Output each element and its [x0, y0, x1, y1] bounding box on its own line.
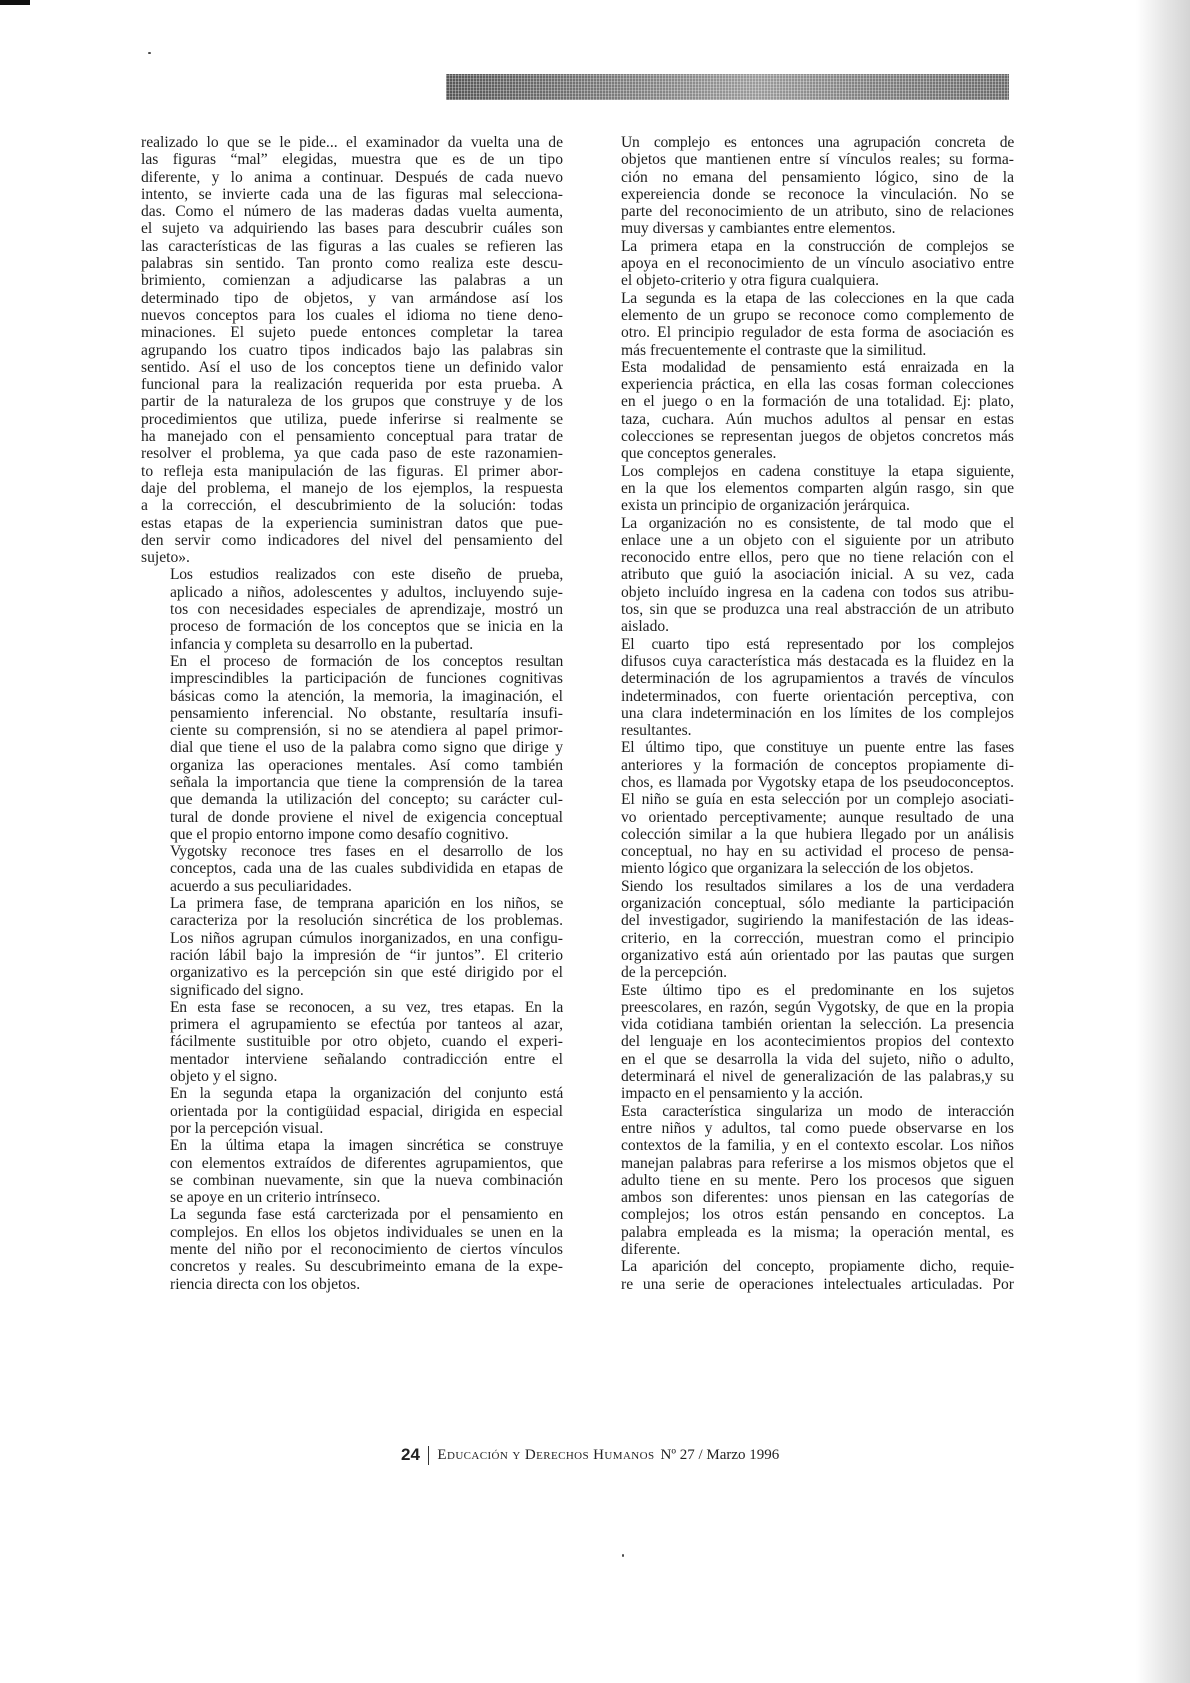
text-line: las características de las figuras a las cuales se refieren las: [141, 237, 563, 255]
scan-edge-mark: [0, 0, 30, 5]
footer-separator: [428, 1446, 430, 1465]
text-line: En la segunda etapa la organización del conjunto está: [170, 1085, 563, 1103]
text-line: preescolares, en razón, según Vygotsky, de que en la propia: [621, 998, 1014, 1016]
text-line: determinado tipo de objetos, y van armándose así los: [141, 289, 563, 307]
text-line: La primera fase, de temprana aparición en los niños, se: [170, 895, 563, 913]
text-line: una clara indeterminación en los límites de los complejos: [621, 704, 1014, 722]
text-line: organizativo está aún orientado por las pautas que surgen: [621, 946, 1014, 964]
text-line: taza, cuchara. Aún muchos adultos al pensar en estas: [621, 410, 1014, 428]
paragraph: [592, 636, 1014, 740]
text-line: das. Como el número de las maderas dadas vuelta aumenta,: [141, 203, 563, 221]
paragraph: [592, 1258, 1014, 1293]
text-line: se apoye en un criterio intrínseco.: [170, 1189, 381, 1207]
text-line: Esta característica singulariza un modo de interacción: [621, 1102, 1014, 1120]
text-line: determinación de los agrupamientos a través de vínculos: [621, 670, 1014, 688]
text-line: ción no emana del pensamiento lógico, sino de la: [621, 168, 1014, 186]
text-line: sentido. Así el uso de los conceptos tiene un definido valor: [141, 358, 563, 376]
paragraph: [592, 1103, 1014, 1259]
text-line: caracteriza por la resolución sincrética de los problemas.: [170, 912, 563, 930]
text-line: diferente.: [621, 1241, 681, 1258]
text-line: realizado lo que se le pide... el examinador da vuelta una de: [141, 134, 563, 151]
text-line: mente del niño por el reconocimiento de ciertos vínculos: [170, 1241, 563, 1258]
text-line: pensamiento inferencial. No obstante, resultaría insufi-: [170, 704, 563, 722]
paragraph: [141, 999, 563, 1085]
paragraph: [141, 895, 563, 999]
text-line: complejos; los otros están pensando en conceptos. La: [621, 1206, 1014, 1224]
text-line: aislado.: [621, 618, 670, 636]
text-line: concretos y reales. Su descubrimeinto emana de la expe-: [170, 1258, 563, 1276]
text-line: resultantes.: [621, 722, 692, 740]
text-line: partir de la naturaleza de los grupos que construye y de los: [141, 393, 563, 411]
text-line: vo orientado perceptivamente; aunque resultado de una: [621, 808, 1014, 826]
text-line: Siendo los resultados similares a los de una verdadera: [621, 877, 1014, 895]
text-line: expereiencia donde se reconoce la vinculación. No se: [621, 185, 1014, 203]
text-line: organiza las operaciones mentales. Así como también: [170, 756, 563, 774]
text-line: La organización no es consistente, de tal modo que el: [621, 514, 1014, 532]
text-line: ambos son diferentes: unos piensan en las categorías de: [621, 1189, 1014, 1207]
text-line: criterio, en la corrección, muestran como el principio: [621, 929, 1014, 947]
paragraph: [592, 982, 1014, 1103]
text-line: tos, sin que se produzca una real abstracción de un atributo: [621, 601, 1014, 619]
text-line: de la percepción.: [621, 964, 728, 982]
text-line: reconocido entre ellos, pero que no tiene relación con el: [621, 549, 1014, 567]
text-line: Los estudios realizados con este diseño de prueba,: [170, 566, 563, 584]
text-line: El niño se guía en esta selección por un complejo asociati-: [621, 791, 1014, 809]
text-line: anteriores y la formación de conceptos propiamente di-: [621, 756, 1014, 774]
text-line: intento, se invierte cada una de las figuras mal selecciona-: [141, 185, 563, 203]
paragraph: [141, 566, 563, 652]
text-line: que demanda la utilización del concepto; su carácter cul-: [170, 791, 563, 809]
text-line: ciente su comprensión, si no se atendiera al papel primor-: [170, 722, 563, 740]
text-line: indeterminados, con fuerte orientación perceptiva, con: [621, 687, 1014, 705]
text-line: señala la importancia que tiene la comprensión de la tarea: [170, 773, 563, 791]
text-line: conceptos, cada una de las cuales subdividida en etapas de: [170, 860, 563, 878]
text-line: exista un principio de organización jerárquica.: [621, 497, 910, 515]
paragraph: [141, 1085, 563, 1137]
text-line: infancia y completa su desarrollo en la pubertad.: [170, 635, 474, 653]
paragraph: [141, 1137, 563, 1206]
text-line: Un complejo es entonces una agrupación concreta de: [621, 134, 1014, 151]
text-line: adulto tiene en su mente. Pero los procesos que siguen: [621, 1171, 1014, 1189]
text-line: con elementos extraídos de diferentes agrupamientos, que: [170, 1154, 563, 1172]
text-line: Vygotsky reconoce tres fases en el desarrollo de los: [170, 843, 563, 861]
text-line: en el juego o en la formación de una totalidad. Ej: plato,: [621, 393, 1014, 411]
paragraph: [592, 515, 1014, 636]
text-line: ración lábil bajo la impresión de “ir juntos”. El criterio: [170, 946, 563, 964]
text-line: daje del problema, el manejo de los ejemplos, la respuesta: [141, 479, 563, 497]
paragraph: [592, 463, 1014, 515]
text-line: resolver el problema, ya que cada paso de este razonamien-: [141, 445, 563, 463]
text-line: manejan palabras para referirse a los mismos objetos que el: [621, 1154, 1014, 1172]
text-line: Los niños agrupan cúmulos inorganizados, en una configu-: [170, 929, 563, 947]
page-footer: [401, 1444, 779, 1466]
text-line: El cuarto tipo está representado por los complejos: [621, 635, 1014, 653]
text-line: se combinan nuevamente, sin que la nueva combinación: [170, 1171, 563, 1189]
text-line: en la que los elementos comparten algún rasgo, sin que: [621, 479, 1014, 497]
text-line: Este último tipo es el predominante en los sujetos: [621, 981, 1014, 999]
text-line: procedimientos que utiliza, puede inferirse si realmente se: [141, 410, 563, 428]
paragraph: [592, 134, 1014, 238]
text-line: chos, es llamada por Vygotsky etapa de los pseudoconceptos.: [621, 773, 1014, 791]
text-line: más frecuentemente el contraste que la similitud.: [621, 341, 927, 359]
issue-info: Nº 27 / Marzo 1996: [660, 1446, 780, 1463]
text-line: La segunda es la etapa de las colecciones en la que cada: [621, 289, 1014, 307]
publication-name: Educación y Derechos Humanos: [437, 1446, 655, 1463]
scan-speck: [148, 52, 151, 54]
text-line: ha manejado con el pensamiento conceptual para tratar de: [141, 428, 563, 446]
text-line: En la última etapa la imagen sincrética se construye: [170, 1137, 563, 1155]
text-line: muy diversas y cambiantes entre elementos.: [621, 220, 896, 238]
text-line: del lenguaje en los acontecimientos propios del contexto: [621, 1033, 1014, 1051]
scan-speck: [622, 1554, 624, 1557]
text-line: objeto y el signo.: [170, 1068, 278, 1086]
text-line: difusos cuya característica más destacada es la fluidez en la: [621, 652, 1014, 670]
text-line: las figuras “mal” elegidas, muestra que es de un tipo: [141, 151, 563, 169]
text-line: enlace une a un objeto con el siguiente por un atributo: [621, 531, 1014, 549]
text-line: del investigador, sugiriendo la manifestación de las ideas-: [621, 912, 1014, 930]
header-texture-bar: [446, 74, 1009, 100]
text-line: dial que tiene el uso de la palabra como signo que dirige y: [170, 739, 563, 757]
paragraph: [592, 878, 1014, 982]
text-line: colecciones se representan juegos de objetos concretos más: [621, 428, 1014, 446]
text-line: imprescindibles la participación de funciones cognitivas: [170, 670, 563, 688]
text-line: objetos que mantienen entre sí vínculos reales; su forma-: [621, 151, 1014, 169]
text-line: contextos de la familia, y en el contexto escolar. Los niños: [621, 1137, 1014, 1155]
text-line: agrupando los cuatro tipos indicados bajo las palabras sin: [141, 341, 563, 359]
text-line: atributo que guió la asociación inicial. A su vez, cada: [621, 566, 1014, 584]
text-line: den servir como indicadores del nivel del pensamiento del: [141, 531, 563, 549]
text-line: aplicado a niños, adolescentes y adultos, incluyendo suje-: [170, 583, 563, 601]
paragraph: [592, 290, 1014, 359]
text-line: otro. El principio regulador de esta forma de asociación es: [621, 324, 1014, 342]
text-line: acuerdo a sus peculiaridades.: [170, 877, 352, 895]
text-line: determinará el nivel de generalización de las palabras,y su: [621, 1068, 1014, 1086]
text-line: significado del signo.: [170, 981, 304, 999]
text-line: La segunda fase está carcterizada por el pensamiento en: [170, 1206, 563, 1224]
text-line: tural de donde proviene el nivel de exigencia conceptual: [170, 808, 563, 826]
text-line: complejos. En ellos los objetos individuales se unen en la: [170, 1223, 563, 1241]
text-line: riencia directa con los objetos.: [170, 1275, 361, 1293]
text-line: orientada por la contigüidad espacial, dirigida en especial: [170, 1102, 563, 1120]
text-line: minaciones. El sujeto puede entonces completar la tarea: [141, 324, 563, 342]
text-line: palabra empleada es la misma; la operación mental, es: [621, 1223, 1014, 1241]
text-line: estas etapas de la experiencia suministran datos que pue-: [141, 514, 563, 532]
text-line: que el propio entorno impone como desafío cognitivo.: [170, 825, 509, 843]
paragraph: [592, 238, 1014, 290]
text-line: diferente, y lo anima a continuar. Después de cada nuevo: [141, 168, 563, 186]
scan-edge-shadow: [1136, 0, 1190, 1683]
right-text-column: [592, 134, 1014, 1293]
text-line: el sujeto va adquiriendo las bases para descubrir cuáles son: [141, 220, 563, 238]
text-line: entre niños y adultos, tal como puede observarse en los: [621, 1119, 1014, 1137]
paragraph: [141, 843, 563, 895]
paragraph: [141, 134, 563, 566]
text-line: to refleja esta manipulación de las figuras. El primer abor-: [141, 462, 563, 480]
text-line: impacto en el pensamiento y la acción.: [621, 1085, 864, 1103]
text-line: proceso de formación de los conceptos que se inicia en la: [170, 618, 563, 636]
text-line: apoya en el reconocimiento de un vínculo asociativo entre: [621, 255, 1014, 273]
text-line: colección similar a la que hubiera llegado por un análisis: [621, 825, 1014, 843]
text-line: tos con necesidades especiales de aprendizaje, mostró un: [170, 601, 563, 619]
text-line: elemento de un grupo se reconoce como complemento de: [621, 306, 1014, 324]
text-line: primera el agrupamiento se efectúa por tanteos al azar,: [170, 1016, 563, 1034]
text-line: re una serie de operaciones intelectuales articuladas. Por: [621, 1275, 1014, 1293]
text-line: organización conceptual, sólo mediante la participación: [621, 895, 1014, 913]
text-line: experiencia práctica, en ella las cosas forman colecciones: [621, 376, 1014, 394]
text-line: En esta fase se reconocen, a su vez, tres etapas. En la: [170, 998, 563, 1016]
text-line: Los complejos en cadena constituye la etapa siguiente,: [621, 462, 1014, 480]
paragraph: [141, 1206, 563, 1292]
text-line: vida cotidiana también orientan la selección. La presencia: [621, 1016, 1014, 1034]
text-line: mentador interviene señalando contradicción entre el: [170, 1050, 563, 1068]
text-line: básicas como la atención, la memoria, la imaginación, el: [170, 687, 563, 705]
text-line: sujeto».: [141, 549, 190, 567]
text-line: El último tipo, que constituye un puente entre las fases: [621, 739, 1014, 757]
text-line: Esta modalidad de pensamiento está enraizada en la: [621, 358, 1014, 376]
paragraph: [592, 359, 1014, 463]
text-line: La primera etapa en la construcción de complejos se: [621, 237, 1014, 255]
text-line: nuevos conceptos para los cuales el idioma no tiene deno-: [141, 306, 563, 324]
text-line: conceptual, no hay en su actividad el proceso de pensa-: [621, 843, 1014, 861]
left-text-column: [141, 134, 563, 1293]
text-line: organizativo es la percepción sin que esté dirigido por el: [170, 964, 563, 982]
text-line: objeto incluído ingresa en la cadena con todos sus atribu-: [621, 583, 1014, 601]
text-line: La aparición del concepto, propiamente dicho, requie-: [621, 1258, 1014, 1276]
text-line: parte del reconocimiento de un atributo, sino de relaciones: [621, 203, 1014, 221]
text-line: En el proceso de formación de los conceptos resultan: [170, 652, 563, 670]
text-line: a la corrección, el descubrimiento de la solución: todas: [141, 497, 563, 515]
page-number: 24: [401, 1445, 420, 1464]
paragraph: [141, 653, 563, 843]
text-line: fácilmente sustituible por otro objeto, cuando el experi-: [170, 1033, 563, 1051]
text-line: funcional para la realización requerida por esta prueba. A: [141, 376, 563, 394]
text-line: por la percepción visual.: [170, 1119, 324, 1137]
text-line: que conceptos generales.: [621, 445, 777, 463]
text-line: brimiento, comienzan a adjudicarse las palabras a un: [141, 272, 563, 290]
text-line: en el que se desarrolla la vida del sujeto, niño o adulto,: [621, 1050, 1014, 1068]
text-line: miento lógico que organizara la selección de los objetos.: [621, 860, 974, 878]
paragraph: [592, 739, 1014, 877]
text-line: el objeto-criterio y otra figura cualquiera.: [621, 272, 880, 290]
text-line: palabras sin sentido. Tan pronto como realiza este descu-: [141, 255, 563, 273]
